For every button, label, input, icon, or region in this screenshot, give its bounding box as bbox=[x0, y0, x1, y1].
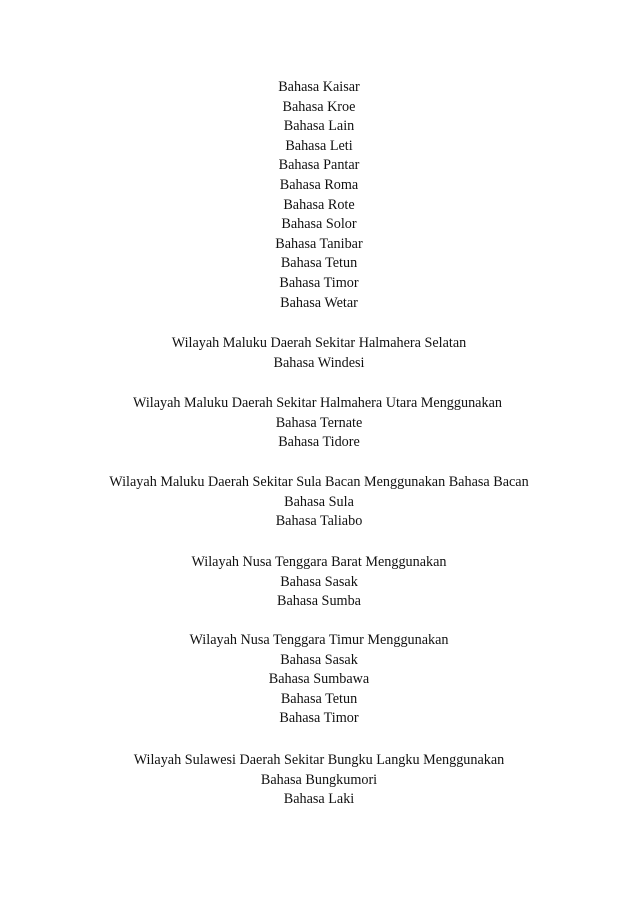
section-heading: Wilayah Nusa Tenggara Barat Menggunakan bbox=[191, 554, 447, 570]
section-sulawesi-bungku-langku bbox=[0, 751, 638, 810]
section-halmahera-selatan bbox=[0, 334, 638, 373]
language-item: Bahasa Timor bbox=[279, 274, 359, 291]
language-item: Bahasa Kaisar bbox=[278, 79, 360, 95]
language-item: Bahasa Sula bbox=[284, 493, 354, 510]
language-item: Bahasa Rote bbox=[283, 196, 355, 213]
language-item: Bahasa Lain bbox=[283, 118, 355, 135]
language-list-continued bbox=[0, 78, 638, 313]
language-item: Bahasa Sumba bbox=[277, 593, 361, 610]
language-item: Bahasa Ternate bbox=[275, 414, 363, 431]
section-heading: Wilayah Nusa Tenggara Timur Menggunakan bbox=[189, 632, 449, 648]
language-item: Bahasa Windesi bbox=[273, 354, 365, 371]
section-heading: Wilayah Sulawesi Daerah Sekitar Bungku Langku Menggunakan bbox=[133, 752, 505, 768]
language-item: Bahasa Tetun bbox=[280, 690, 358, 707]
section-nusa-tenggara-timur bbox=[0, 631, 638, 729]
section-heading: Wilayah Maluku Daerah Sekitar Sula Bacan Menggunakan Bahasa Bacan bbox=[109, 474, 529, 490]
language-item: Bahasa Sasak bbox=[280, 651, 358, 668]
language-item: Bahasa Tidore bbox=[278, 434, 360, 451]
language-item: Bahasa Taliabo bbox=[275, 513, 363, 530]
language-item: Bahasa Solor bbox=[281, 216, 357, 233]
language-item: Bahasa Pantar bbox=[278, 157, 360, 174]
language-item: Bahasa Kroe bbox=[282, 98, 356, 115]
language-item: Bahasa Tanibar bbox=[275, 235, 363, 252]
section-heading: Wilayah Maluku Daerah Sekitar Halmahera Utara Menggunakan bbox=[133, 395, 502, 411]
section-heading: Wilayah Maluku Daerah Sekitar Halmahera Selatan bbox=[171, 335, 467, 351]
language-item: Bahasa Laki bbox=[283, 791, 355, 808]
section-halmahera-utara bbox=[0, 394, 638, 453]
section-sula-bacan bbox=[0, 473, 638, 532]
language-item: Bahasa Wetar bbox=[280, 294, 358, 311]
language-item: Bahasa Roma bbox=[279, 176, 359, 193]
language-item: Bahasa Tetun bbox=[280, 255, 358, 272]
language-item: Bahasa Sasak bbox=[280, 573, 358, 590]
language-item: Bahasa Leti bbox=[285, 137, 353, 154]
language-item: Bahasa Timor bbox=[279, 710, 359, 727]
section-nusa-tenggara-barat bbox=[0, 553, 638, 612]
language-item: Bahasa Sumbawa bbox=[268, 671, 370, 688]
language-item: Bahasa Bungkumori bbox=[260, 771, 378, 788]
